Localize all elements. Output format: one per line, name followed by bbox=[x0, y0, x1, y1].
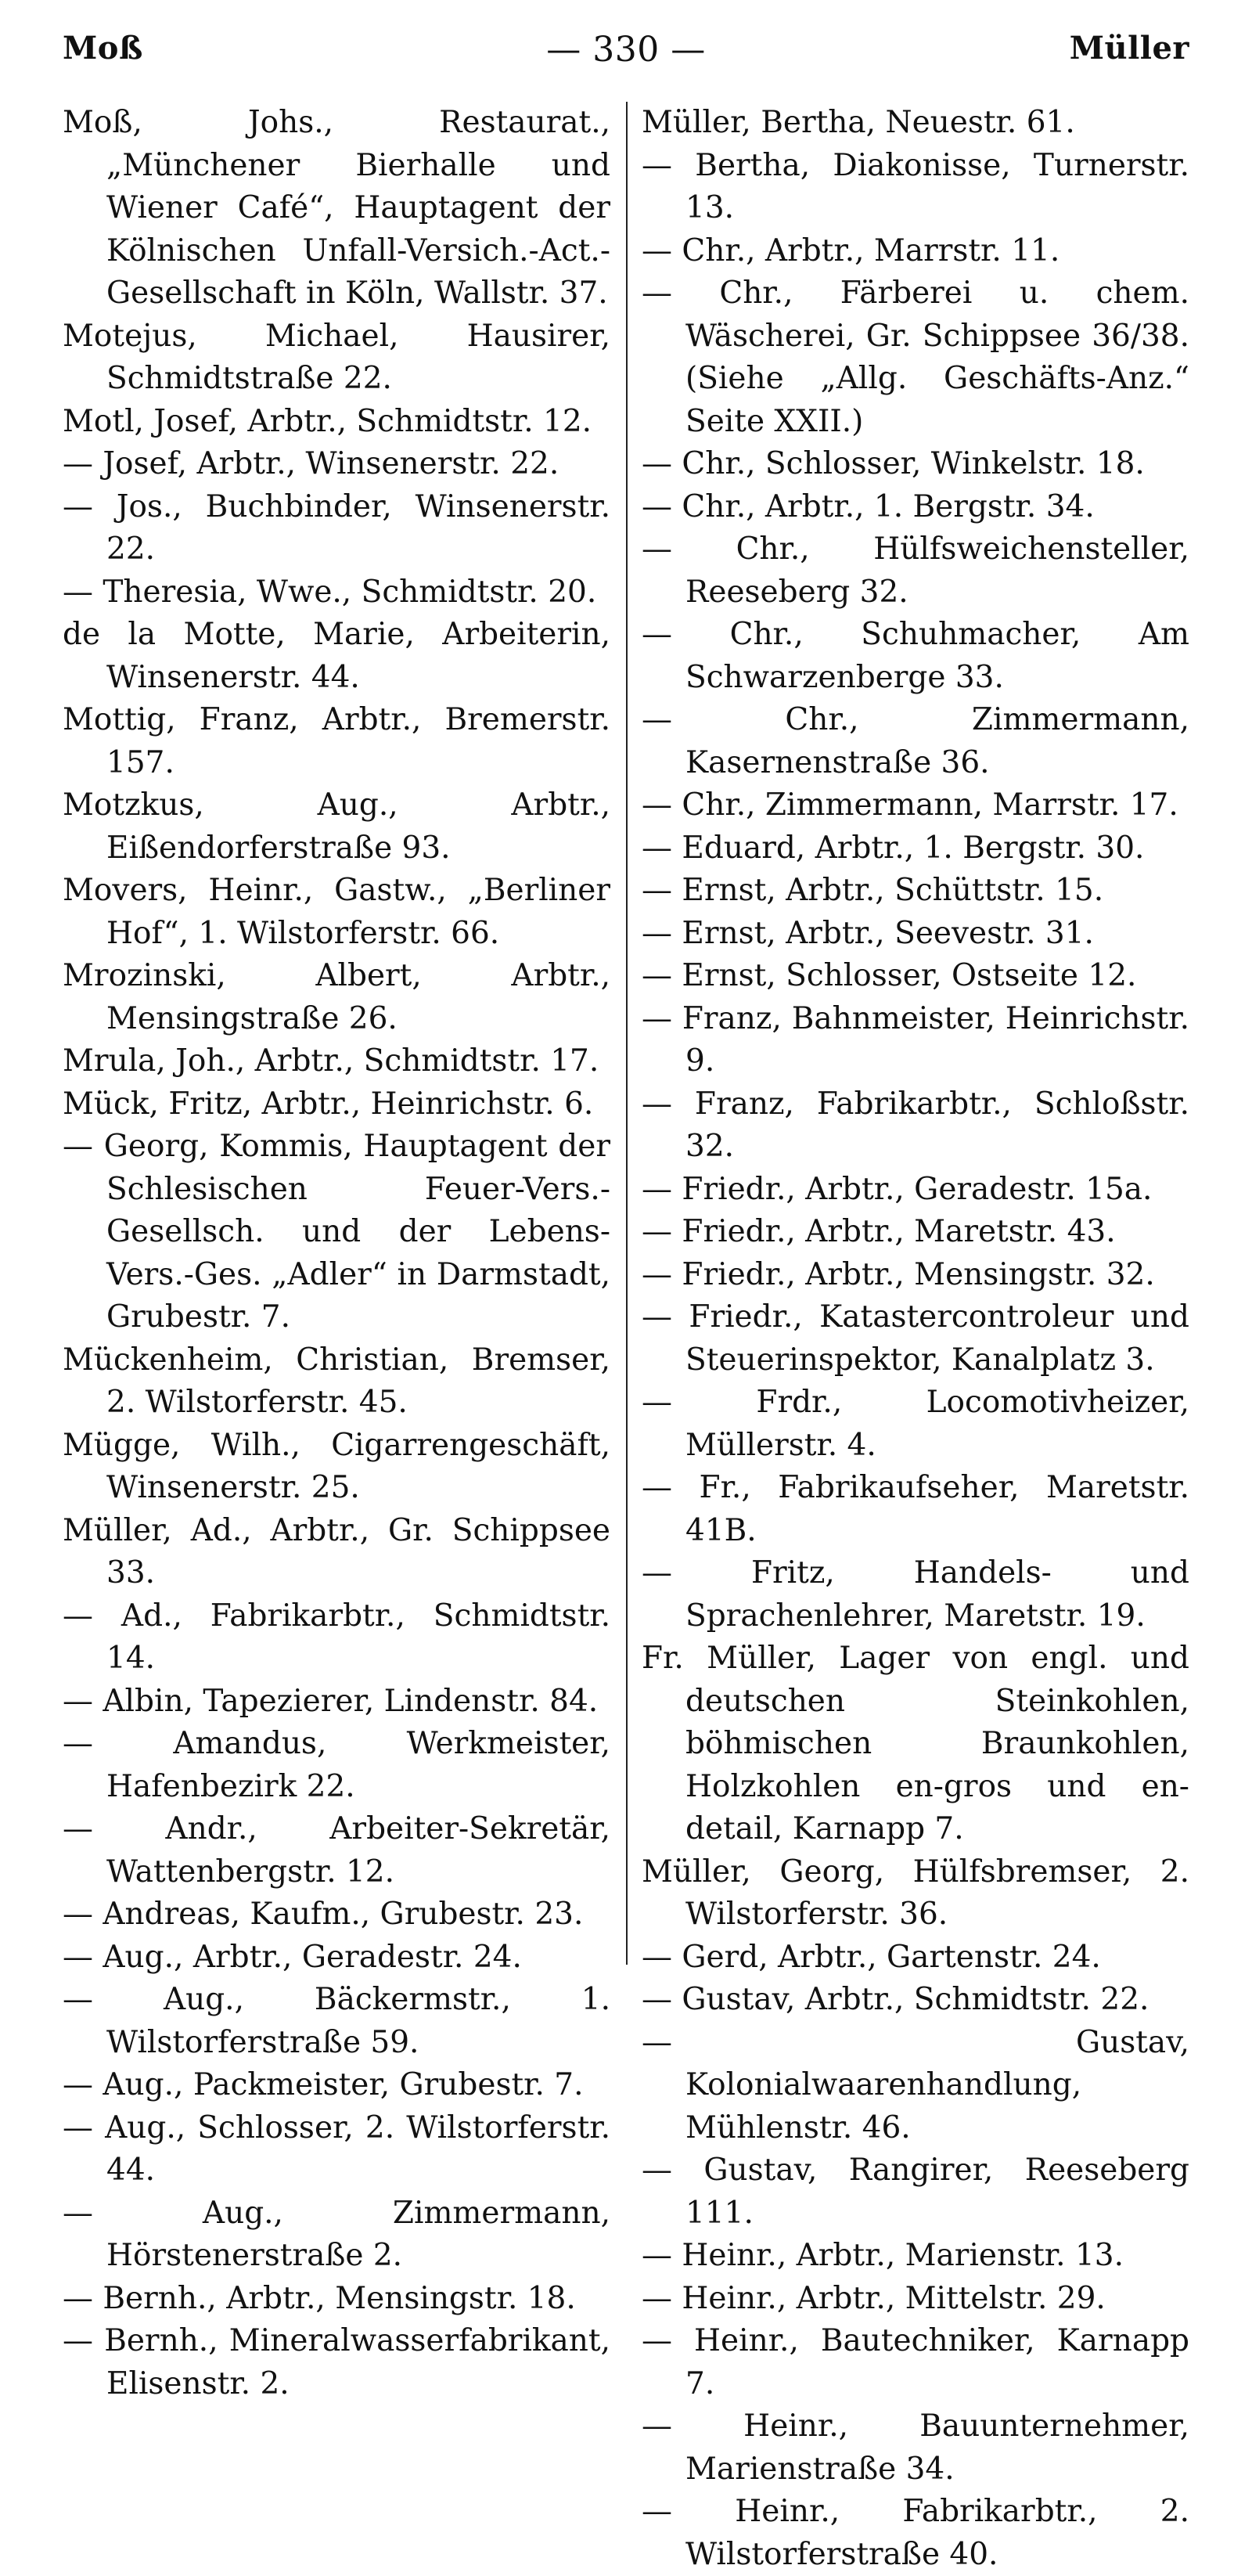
directory-entry: Mrula, Joh., Arbtr., Schmidtstr. 17. bbox=[63, 1043, 599, 1079]
directory-entry: — Fritz, Handels- und Sprachenlehrer, Maretstr. 19. bbox=[642, 1555, 1189, 1634]
directory-entry: Motejus, Michael, Hausirer, Schmidtstraße 22. bbox=[63, 318, 610, 396]
directory-entry: — Ernst, Arbtr., Seevestr. 31. bbox=[642, 915, 1094, 951]
directory-entry: — Jos., Buchbinder, Winsenerstr. 22. bbox=[63, 488, 610, 567]
directory-entry: — Friedr., Arbtr., Geradestr. 15a. bbox=[642, 1171, 1153, 1207]
directory-entry: — Franz, Bahnmeister, Heinrichstr. 9. bbox=[642, 1000, 1189, 1079]
directory-entry: — Josef, Arbtr., Winsenerstr. 22. bbox=[63, 446, 559, 481]
directory-entry: — Friedr., Arbtr., Maretstr. 43. bbox=[642, 1214, 1116, 1249]
directory-entry: Müller, Georg, Hülfsbremser, 2. Wilstorferstr. 36. bbox=[642, 1854, 1189, 1932]
directory-entry: Fr. Müller, Lager von engl. und deutschen Steinkohlen, böhmischen Braunkohlen, Holzkohlen en-gros und en-detail, Karnapp 7. bbox=[642, 1641, 1189, 1846]
directory-entry: — Gustav, Arbtr., Schmidtstr. 22. bbox=[642, 1982, 1149, 2017]
directory-entry: — Aug., Packmeister, Grubestr. 7. bbox=[63, 2067, 584, 2102]
directory-entry: Müller, Ad., Arbtr., Gr. Schippsee 33. bbox=[63, 1512, 610, 1591]
directory-entry: Movers, Heinr., Gastw., „Berliner Hof“, 1. Wilstorferstr. 66. bbox=[63, 873, 610, 951]
column-divider bbox=[626, 102, 628, 1965]
directory-entry: — Heinr., Arbtr., Mittelstr. 29. bbox=[642, 2280, 1106, 2316]
directory-entry: — Bernh., Mineralwasserfabrikant, Elisenstr. 2. bbox=[63, 2323, 610, 2401]
directory-entry: Mückenheim, Christian, Bremser, 2. Wilstorferstr. 45. bbox=[63, 1342, 610, 1420]
directory-entry: Motl, Josef, Arbtr., Schmidtstr. 12. bbox=[63, 403, 592, 439]
directory-entry: — Gustav, Kolonialwaarenhandlung, Mühlenstr. 46. bbox=[642, 2024, 1189, 2145]
directory-entry: — Chr., Arbtr., Marrstr. 11. bbox=[642, 232, 1060, 268]
directory-entry: — Franz, Fabrikarbtr., Schloßstr. 32. bbox=[642, 1086, 1189, 1164]
directory-entry: — Chr., Färberei u. chem. Wäscherei, Gr. Schippsee 36/38. (Siehe „Allg. Geschäfts-Anz.“ Seite XXII.) bbox=[642, 276, 1189, 439]
header-left-catchword: Moß bbox=[63, 30, 143, 67]
directory-entry: — Chr., Zimmermann, Kasernenstraße 36. bbox=[642, 702, 1189, 780]
directory-columns bbox=[63, 102, 1189, 2572]
directory-entry: — Heinr., Arbtr., Marienstr. 13. bbox=[642, 2238, 1124, 2273]
directory-entry: — Gerd, Arbtr., Gartenstr. 24. bbox=[642, 1939, 1101, 1975]
directory-entry: — Andr., Arbeiter-Sekretär, Wattenbergstr. 12. bbox=[63, 1811, 610, 1890]
directory-entry: — Chr., Schlosser, Winkelstr. 18. bbox=[642, 446, 1145, 481]
right-column bbox=[642, 102, 1189, 2576]
directory-entry: — Bertha, Diakonisse, Turnerstr. 13. bbox=[642, 147, 1189, 225]
directory-entry: — Aug., Bäckermstr., 1. Wilstorferstraße 59. bbox=[63, 1982, 610, 2060]
directory-entry: — Theresia, Wwe., Schmidtstr. 20. bbox=[63, 574, 597, 610]
directory-entry: Moß, Johs., Restaurat., „Münchener Bierhalle und Wiener Café“, Hauptagent der Kölnischen Unfall-Versich.-Act.-Gesellschaft in Köln, Wallstr. 37. bbox=[63, 105, 610, 311]
directory-entry: — Frdr., Locomotivheizer, Müllerstr. 4. bbox=[642, 1385, 1189, 1463]
directory-entry: — Aug., Schlosser, 2. Wilstorferstr. 44. bbox=[63, 2109, 610, 2188]
header-right-catchword: Müller bbox=[1069, 30, 1189, 67]
directory-entry: — Heinr., Fabrikarbtr., 2. Wilstorferstraße 40. bbox=[642, 2494, 1189, 2572]
directory-entry: — Ernst, Schlosser, Ostseite 12. bbox=[642, 958, 1137, 993]
directory-entry: — Gustav, Rangirer, Reeseberg 111. bbox=[642, 2153, 1189, 2231]
directory-entry: Mrozinski, Albert, Arbtr., Mensingstraße 26. bbox=[63, 958, 610, 1036]
directory-entry: — Chr., Arbtr., 1. Bergstr. 34. bbox=[642, 488, 1095, 524]
directory-entry: — Heinr., Bauunternehmer, Marienstraße 34. bbox=[642, 2408, 1189, 2487]
page-header bbox=[63, 22, 1189, 85]
directory-entry: Mottig, Franz, Arbtr., Bremerstr. 157. bbox=[63, 702, 610, 780]
directory-entry: de la Motte, Marie, Arbeiterin, Winsenerstr. 44. bbox=[63, 617, 610, 695]
directory-entry: — Chr., Hülfsweichensteller, Reeseberg 32. bbox=[642, 531, 1189, 610]
directory-entry: Mück, Fritz, Arbtr., Heinrichstr. 6. bbox=[63, 1086, 594, 1122]
directory-entry: — Chr., Zimmermann, Marrstr. 17. bbox=[642, 787, 1178, 823]
directory-entry: — Heinr., Bautechniker, Karnapp 7. bbox=[642, 2323, 1189, 2401]
directory-entry: — Amandus, Werkmeister, Hafenbezirk 22. bbox=[63, 1726, 610, 1804]
directory-entry: Motzkus, Aug., Arbtr., Eißendorferstraße 93. bbox=[63, 787, 610, 866]
directory-entry: — Andreas, Kaufm., Grubestr. 23. bbox=[63, 1897, 584, 1932]
directory-entry: — Fr., Fabrikaufseher, Maretstr. 41B. bbox=[642, 1470, 1189, 1548]
directory-entry: — Ernst, Arbtr., Schüttstr. 15. bbox=[642, 873, 1104, 908]
directory-entry: — Friedr., Katastercontroleur und Steuerinspektor, Kanalplatz 3. bbox=[642, 1299, 1189, 1378]
directory-entry: — Aug., Arbtr., Geradestr. 24. bbox=[63, 1939, 522, 1975]
directory-entry: — Eduard, Arbtr., 1. Bergstr. 30. bbox=[642, 830, 1145, 866]
directory-entry: — Aug., Zimmermann, Hörstenerstraße 2. bbox=[63, 2195, 610, 2273]
directory-entry: — Albin, Tapezierer, Lindenstr. 84. bbox=[63, 1683, 599, 1719]
left-column bbox=[63, 102, 610, 2405]
directory-entry: — Chr., Schuhmacher, Am Schwarzenberge 33. bbox=[642, 617, 1189, 695]
directory-entry: — Bernh., Arbtr., Mensingstr. 18. bbox=[63, 2280, 576, 2316]
directory-entry: — Ad., Fabrikarbtr., Schmidtstr. 14. bbox=[63, 1598, 610, 1676]
directory-entry: Mügge, Wilh., Cigarrengeschäft, Winsenerstr. 25. bbox=[63, 1427, 610, 1505]
page-number: — 330 — bbox=[546, 30, 706, 70]
directory-entry: — Friedr., Arbtr., Mensingstr. 32. bbox=[642, 1256, 1155, 1292]
directory-entry: — Georg, Kommis, Hauptagent der Schlesischen Feuer-Vers.-Gesellsch. und der Lebens-Vers.-Ges. „Adler“ in Darmstadt, Grubestr. 7. bbox=[63, 1129, 610, 1335]
directory-entry: Müller, Bertha, Neuestr. 61. bbox=[642, 105, 1075, 140]
